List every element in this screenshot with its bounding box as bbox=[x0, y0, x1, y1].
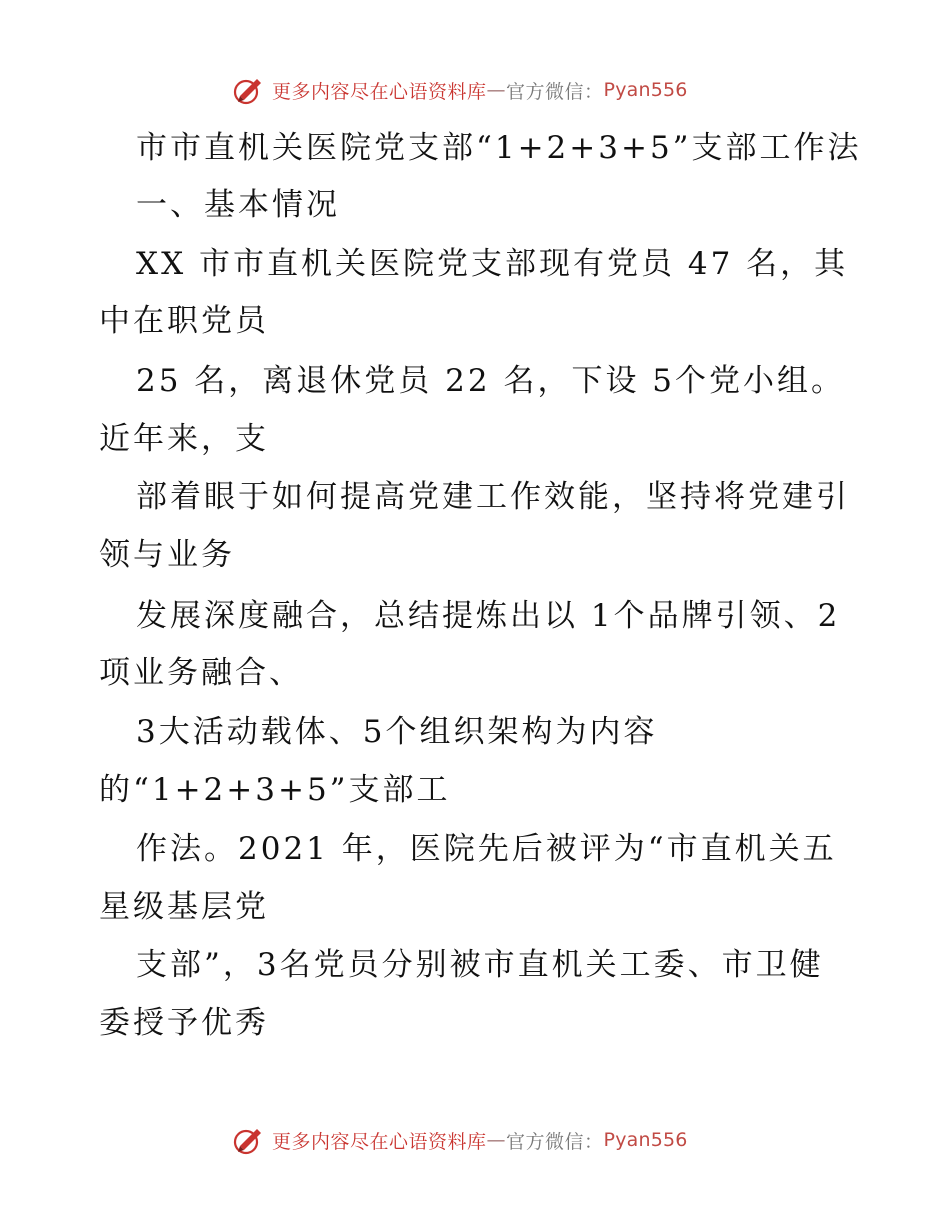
text-line: 星级基层党 bbox=[99, 889, 269, 925]
pen-logo-icon bbox=[232, 1123, 266, 1157]
banner-wechat-label: 官方微信： bbox=[506, 1130, 604, 1153]
text-line: 25 名，离退休党员 22 名，下设 5个党小组。 bbox=[136, 363, 846, 399]
banner-separator: — bbox=[486, 1129, 507, 1151]
document-title: 市市直机关医院党支部“1+2+3+5”支部工作法 bbox=[136, 130, 862, 166]
text-line: XX 市市直机关医院党支部现有党员 47 名，其 bbox=[136, 246, 849, 282]
text-line: 发展深度融合，总结提炼出以 1个品牌引领、2 bbox=[136, 598, 841, 634]
text-line: 委授予优秀 bbox=[99, 1005, 269, 1041]
text-line: 的“1+2+3+5”支部工 bbox=[99, 772, 451, 808]
footer-banner bbox=[232, 1122, 688, 1158]
banner-text: 更多内容尽在心语资料库 bbox=[272, 1130, 487, 1153]
text-line: 部着眼于如何提高党建工作效能，坚持将党建引 bbox=[136, 479, 850, 515]
text-line: 近年来，支 bbox=[99, 421, 269, 457]
banner-wechat-id: Pyan556 bbox=[603, 79, 688, 101]
text-line: 中在职党员 bbox=[99, 303, 269, 339]
banner-separator: — bbox=[486, 79, 507, 101]
banner-wechat-label: 官方微信： bbox=[506, 80, 604, 103]
text-line: 领与业务 bbox=[99, 537, 235, 573]
text-line: 3大活动载体、5个组织架构为内容 bbox=[136, 714, 658, 750]
text-line: 项业务融合、 bbox=[99, 655, 303, 691]
text-line: 支部”，3名党员分别被市直机关工委、市卫健 bbox=[136, 947, 824, 983]
banner-wechat-id: Pyan556 bbox=[603, 1129, 688, 1151]
text-line: 作法。2021 年，医院先后被评为“市直机关五 bbox=[136, 831, 837, 867]
banner-text: 更多内容尽在心语资料库 bbox=[272, 80, 487, 103]
section-heading: 一、基本情况 bbox=[136, 187, 340, 223]
